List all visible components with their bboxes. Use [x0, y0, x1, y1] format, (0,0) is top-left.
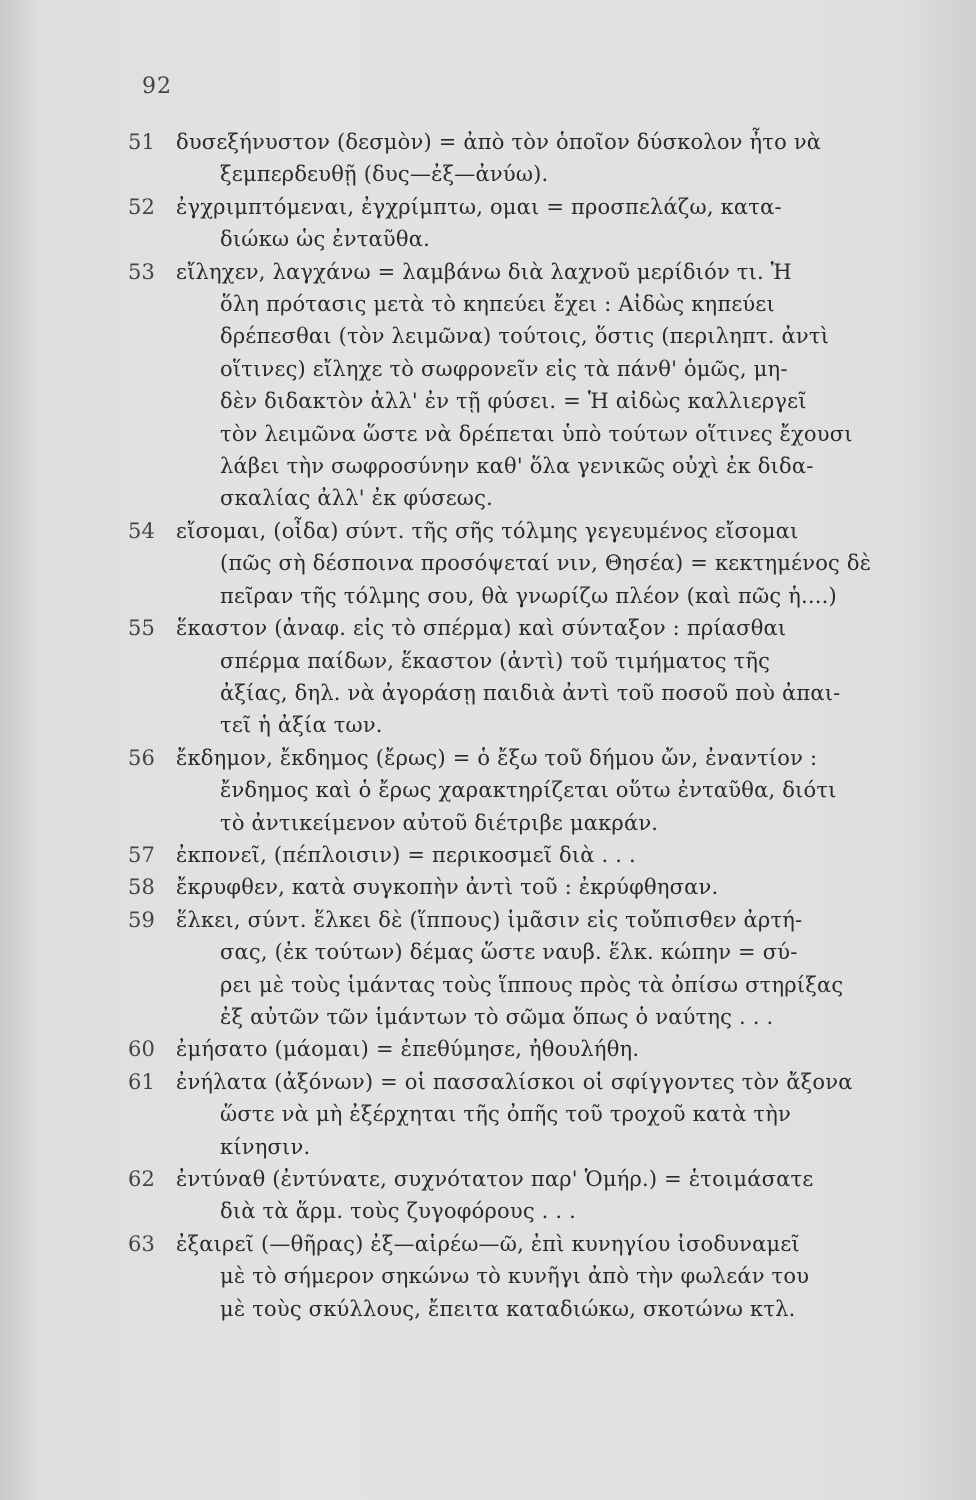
entry-number: 60: [128, 1037, 156, 1062]
entry-number: 58: [128, 875, 156, 900]
entry-line: μὲ τὸ σήμερον σηκώνω τὸ κυνῆγι ἀπὸ τὴν φωλεάν του: [220, 1264, 810, 1289]
glossary-entry: [128, 256, 948, 515]
entry-line: ἐντύναθ (ἐντύνατε, συχνότατον παρ' Ὁμήρ.) = ἑτοιμάσατε: [176, 1167, 814, 1191]
entry-line: ἕλκει, σύντ. ἕλκει δὲ (ἵππους) ἱμᾶσιν εἰς τοὔπισθεν ἀρτή-: [176, 907, 803, 932]
entry-line: τὸ ἀντικείμενον αὐτοῦ διέτριβε μακράν.: [220, 810, 659, 835]
glossary-entry: [128, 612, 948, 742]
glossary-entry: [128, 904, 948, 1034]
entry-line: σκαλίας ἀλλ' ἐκ φύσεως.: [220, 486, 493, 511]
entry-line: ἐγχριμπτόμεναι, ἐγχρίμπτω, ομαι = προσπελάζω, κατα-: [176, 194, 782, 219]
entry-number: 53: [128, 259, 156, 284]
entry-line: μὲ τοὺς σκύλλους, ἔπειτα καταδιώκω, σκοτώνω κτλ.: [220, 1296, 796, 1321]
entry-line: ρει μὲ τοὺς ἱμάντας τοὺς ἵππους πρὸς τὰ ὀπίσω στηρίξας: [220, 972, 844, 997]
entry-line: διὰ τὰ ἅρμ. τοὺς ζυγοφόρους . . .: [220, 1199, 577, 1224]
entry-number: 55: [128, 616, 156, 641]
entry-number: 59: [128, 907, 156, 932]
entry-line: ἐνήλατα (ἀξόνων) = οἱ πασσαλίσκοι οἱ σφίγγοντες τὸν ἄξονα: [176, 1069, 853, 1094]
entry-line: πεῖραν τῆς τόλμης σου, θὰ γνωρίζω πλέον (καὶ πῶς ἡ....): [220, 583, 837, 608]
entry-line: ἕκαστον (ἀναφ. εἰς τὸ σπέρμα) καὶ σύνταξον : πρίασθαι: [176, 616, 787, 641]
entry-line: σπέρμα παίδων, ἕκαστον (ἀντὶ) τοῦ τιμήματος τῆς: [220, 648, 771, 673]
entry-line: δὲν διδακτὸν ἀλλ' ἐν τῇ φύσει. = Ἡ αἰδὼς καλλιεργεῖ: [220, 389, 807, 414]
entry-number: 62: [128, 1167, 156, 1191]
entry-line: οἵτινες) εἴληχε τὸ σωφρονεῖν εἰς τὰ πάνθ' ὁμῶς, μη-: [220, 356, 788, 381]
glossary-entry: [128, 1033, 948, 1065]
entry-line: διώκω ὡς ἐνταῦθα.: [220, 227, 430, 252]
entry-line: (πῶς σὴ δέσποινα προσόψεταί νιν, Θησέα) = κεκτημένος δὲ: [220, 551, 872, 576]
entry-number: 54: [128, 518, 156, 543]
entry-line: ἔκδημον, ἔκδημος (ἔρως) = ὁ ἔξω τοῦ δήμου ὤν, ἐναντίον :: [176, 745, 818, 770]
glossary-entry: [128, 871, 948, 903]
entry-line: ἐκπονεῖ, (πέπλοισιν) = περικοσμεῖ διὰ . . .: [176, 842, 636, 867]
entry-line: εἴληχεν, λαγχάνω = λαμβάνω διὰ λαχνοῦ μερίδιόν τι. Ἡ: [176, 259, 792, 284]
glossary-entry: [128, 1066, 948, 1163]
glossary-entry: [128, 515, 948, 612]
entry-line: δυσεξήνυστον (δεσμὸν) = ἀπὸ τὸν ὁποῖον δύσκολον ἦτο νὰ: [176, 130, 822, 154]
glossary-entry: [128, 126, 948, 191]
entry-number: 56: [128, 745, 156, 770]
entry-number: 51: [128, 130, 156, 154]
entry-number: 63: [128, 1231, 156, 1256]
entry-line: ἔκρυφθεν, κατὰ συγκοπὴν ἀντὶ τοῦ : ἐκρύφθησαν.: [176, 875, 719, 900]
entry-line: ἐξ αὐτῶν τῶν ἱμάντων τὸ σῶμα ὅπως ὁ ναύτης . . .: [220, 1004, 774, 1029]
glossary-entry: [128, 742, 948, 839]
glossary-entry: [128, 1228, 948, 1325]
entry-number: 57: [128, 842, 156, 867]
entry-line: τὸν λειμῶνα ὥστε νὰ δρέπεται ὑπὸ τούτων οἵτινες ἔχουσι: [220, 421, 853, 446]
glossary-entry: [128, 1163, 948, 1228]
entry-line: ξεμπερδευθῇ (δυς—ἐξ—ἀνύω).: [220, 162, 549, 187]
entry-line: ὅλη πρότασις μετὰ τὸ κηπεύει ἔχει : Αἰδὼς κηπεύει: [220, 292, 775, 317]
entry-number: 61: [128, 1069, 156, 1094]
page-number: 92: [142, 74, 172, 99]
entry-line: τεῖ ἡ ἀξία των.: [220, 713, 383, 738]
glossary-entry: [128, 839, 948, 871]
entry-line: ἔνδημος καὶ ὁ ἔρως χαρακτηρίζεται οὕτω ἐνταῦθα, διότι: [220, 778, 837, 803]
entry-number: 52: [128, 194, 156, 219]
glossary-entry: [128, 191, 948, 256]
glossary-entries: [128, 126, 948, 1325]
entry-line: σας, (ἐκ τούτων) δέμας ὥστε ναυβ. ἕλκ. κώπην = σύ-: [220, 940, 798, 965]
entry-line: δρέπεσθαι (τὸν λειμῶνα) τούτοις, ὅστις (περιληπτ. ἀντὶ: [220, 324, 830, 349]
entry-line: ἐξαιρεῖ (—θῆρας) ἐξ—αἱρέω—ῶ, ἐπὶ κυνηγίου ἰσοδυναμεῖ: [176, 1231, 800, 1256]
entry-line: ἀξίας, δηλ. νὰ ἀγοράσῃ παιδιὰ ἀντὶ τοῦ ποσοῦ ποὺ ἀπαι-: [220, 680, 841, 705]
entry-line: ὥστε νὰ μὴ ἐξέρχηται τῆς ὀπῆς τοῦ τροχοῦ κατὰ τὴν: [220, 1102, 791, 1127]
entry-line: ἐμήσατο (μάομαι) = ἐπεθύμησε, ἠθουλήθη.: [176, 1037, 640, 1062]
entry-line: εἴσομαι, (οἶδα) σύντ. τῆς σῆς τόλμης γεγευμένος εἴσομαι: [176, 518, 799, 543]
entry-line: κίνησιν.: [220, 1134, 311, 1159]
entry-line: λάβει τὴν σωφροσύνην καθ' ὅλα γενικῶς οὐχὶ ἐκ διδα-: [220, 454, 814, 479]
